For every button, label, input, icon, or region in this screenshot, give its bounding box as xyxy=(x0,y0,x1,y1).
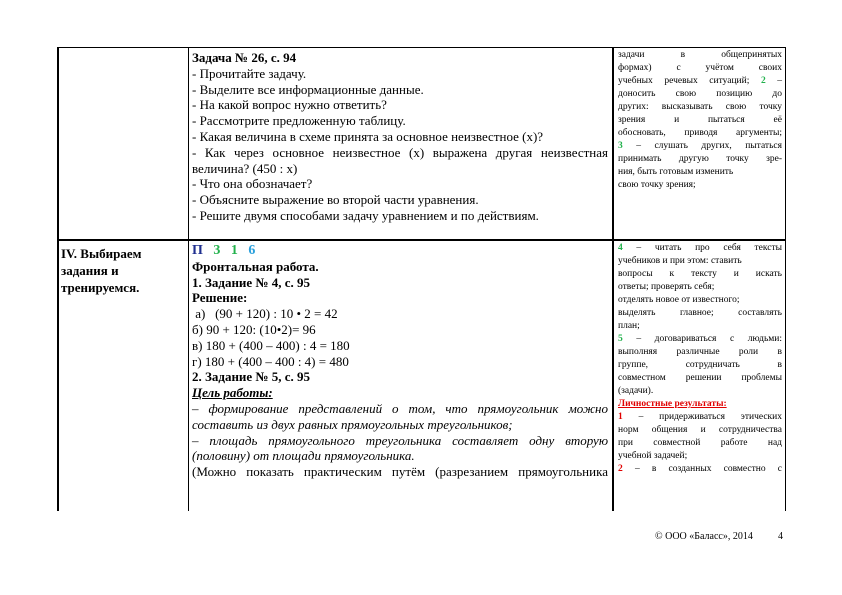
solution-line-b: б) 90 + 120: (10•2)= 96 xyxy=(192,321,316,337)
result-number: 1 xyxy=(618,412,623,422)
table-border-right xyxy=(785,47,786,511)
stage-title-line: задания и xyxy=(61,263,119,278)
stage-title xyxy=(61,245,185,296)
right-text-line: ния, быть готовым изменить xyxy=(618,167,734,177)
skill-number: 4 xyxy=(618,243,623,253)
right-text-line: норм общения и сотрудничества xyxy=(618,425,782,435)
right-text-line: 4 – читать про себя тексты xyxy=(618,243,783,253)
practical-note: (Можно показать практическим путём (разрезанием прямоугольника xyxy=(192,464,608,480)
right-text-line: (задачи). xyxy=(618,386,654,396)
right-text-line: выполняя различные роли в xyxy=(618,347,782,357)
goal-line: составить из двух равных прямоугольных треугольников; xyxy=(192,416,513,432)
task-heading: Задача № 26, с. 94 xyxy=(192,50,297,65)
goal-heading: Цель работы: xyxy=(192,385,273,401)
right-text-line: обосновать, приводя аргументы; xyxy=(618,128,782,138)
right-text-line: доносить свою позицию до xyxy=(618,89,782,99)
frontal-work-heading: Фронтальная работа. xyxy=(192,258,319,274)
right-text-line: формах) с учётом своих xyxy=(618,63,782,73)
stage-title-line: тренируемся. xyxy=(61,280,140,295)
row2-middle-cell xyxy=(192,243,608,480)
solution-heading: Решение: xyxy=(192,290,248,306)
footer-copyright: © ООО «Баласс», 2014 xyxy=(655,531,753,542)
skill-number: 2 xyxy=(760,76,766,86)
question-line: - Что она обозначает? xyxy=(192,176,313,192)
right-text-line: 1 – придерживаться этических xyxy=(618,412,782,422)
question-line: - На какой вопрос нужно ответить? xyxy=(192,97,387,113)
column-divider-2 xyxy=(612,47,614,511)
row-divider xyxy=(57,239,785,241)
solution-line-a: а) (90 + 120) : 10 • 2 = 42 xyxy=(192,306,338,322)
marker-1: 1 xyxy=(230,243,238,258)
task2-heading: 2. Задание № 5, с. 95 xyxy=(192,369,311,385)
right-text-line: при совместной работе над xyxy=(618,438,782,448)
marker-6: 6 xyxy=(248,243,256,258)
solution-line-g: г) 180 + (400 – 400 : 4) = 480 xyxy=(192,353,349,369)
question-line: - Прочитайте задачу. xyxy=(192,65,307,81)
question-line: - Объясните выражение во второй части уравнения. xyxy=(192,192,479,208)
goal-line: (половину) от площади прямоугольника. xyxy=(192,448,415,464)
skill-markers xyxy=(192,243,608,259)
solution-line-v: в) 180 + (400 – 400) : 4 = 180 xyxy=(192,337,350,353)
skill-number: 5 xyxy=(618,334,623,344)
right-text-line: план; xyxy=(618,321,640,331)
right-text-line: отделять новое от известного; xyxy=(618,295,740,305)
goal-line: – формирование представлений о том, что прямоугольник можно xyxy=(192,400,608,416)
marker-3: 3 xyxy=(213,243,221,258)
right-text-line: учебников и при этом: ставить xyxy=(618,256,742,266)
goal-line: – площадь прямоугольного треугольника составляет одну вторую xyxy=(192,432,608,448)
right-text-line: вопросы к тексту и искать xyxy=(618,269,782,279)
page-number: 4 xyxy=(778,531,783,542)
table-border-top xyxy=(57,47,785,48)
right-text-line: свою точку зрения; xyxy=(618,180,696,190)
right-text-line: совместном решении проблемы xyxy=(618,373,782,383)
right-text-line: задачи в общепринятых xyxy=(618,50,782,60)
question-line: - Какая величина в схеме принята за основное неизвестное (х)? xyxy=(192,128,544,144)
right-text-line: группе, сотрудничать в xyxy=(618,360,782,370)
right-text-line: ответы; проверять себя; xyxy=(618,282,715,292)
skill-number: 3 xyxy=(618,141,623,151)
result-number: 2 xyxy=(618,464,623,474)
stage-title-line: IV. Выбираем xyxy=(61,246,142,261)
task1-heading: 1. Задание № 4, с. 95 xyxy=(192,274,311,290)
right-text-line: учебной задачей; xyxy=(618,451,688,461)
personal-results-heading: Личностные результаты: xyxy=(618,399,727,409)
right-text-line: 2 – в созданных совместно с xyxy=(618,464,782,474)
question-line: - Как через основное неизвестное (х) выражена другая неизвестная xyxy=(192,144,608,160)
right-text-line: выделять главное; составлять xyxy=(618,308,782,318)
question-line: - Решите двумя способами задачу уравнением и по действиям. xyxy=(192,207,539,223)
column-divider-1 xyxy=(188,47,189,511)
marker-p: П xyxy=(192,243,203,258)
row1-middle-cell xyxy=(192,50,608,224)
row1-right-cell xyxy=(618,49,782,192)
right-text-line: 3 – слушать других, пытаться xyxy=(618,141,782,151)
right-text-line: 5 – договариваться с людьми: xyxy=(618,334,783,344)
right-text-line: учебных речевых ситуаций; 2 – xyxy=(618,76,783,86)
right-text-line: других: высказывать свою точку xyxy=(618,102,782,112)
right-text-line: зрения и пытаться её xyxy=(618,115,782,125)
question-line: - Выделите все информационные данные. xyxy=(192,81,424,97)
right-text-line: принимать другую точку зре- xyxy=(618,154,782,164)
question-line: - Рассмотрите предложенную таблицу. xyxy=(192,113,406,129)
table-border-left xyxy=(57,47,59,511)
row2-right-cell xyxy=(618,242,782,476)
question-line: величина? (450 : х) xyxy=(192,160,298,176)
